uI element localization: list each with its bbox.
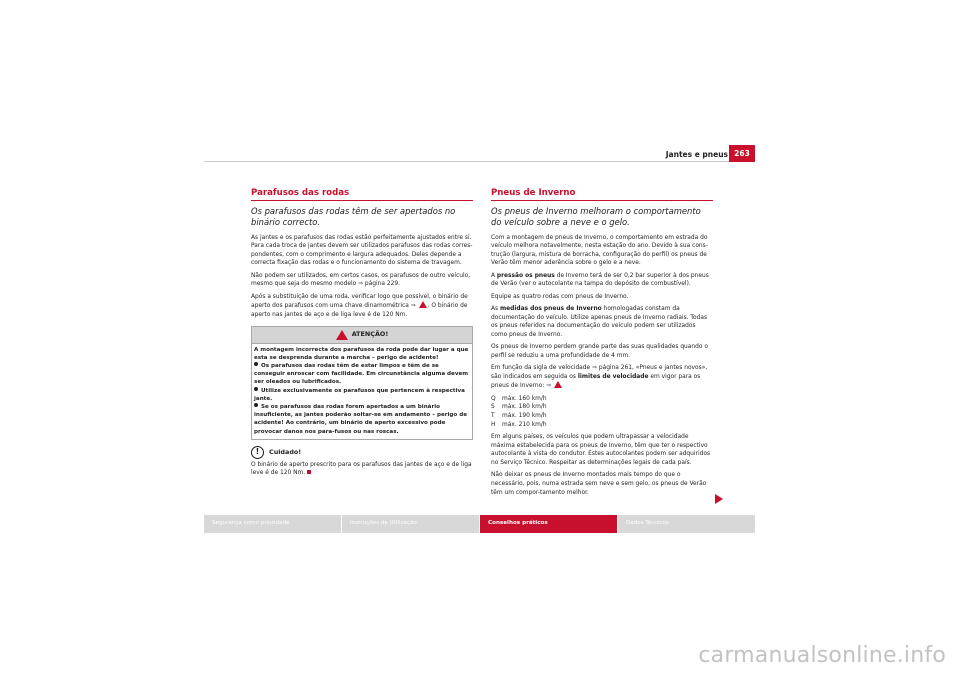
footer-tab-operating-instructions[interactable]: Instruções de Utilização xyxy=(342,515,480,533)
list-item: H máx. 210 km/h xyxy=(491,421,547,428)
warning-bullet: Utilize exclusivamente os parafusos que pertencem à respectiva jante. xyxy=(254,387,465,402)
warning-triangle-icon xyxy=(419,301,427,308)
warning-intro: A montagem incorrecta dos parafusos da roda pode dar lugar a que esta se desprenda durante a marcha – perigo de acidente! xyxy=(254,346,469,361)
footer-tab-safety[interactable]: Segurança como prioridade xyxy=(204,515,342,533)
warning-title: ATENÇÃO! xyxy=(351,330,389,339)
warning-box xyxy=(251,326,473,440)
paragraph: Não deixar os pneus de Inverno montados mais tempo do que o necessário, pois, numa estrada sem neve e sem gelo, os pneus de Verão têm um compor-tamento melhor. xyxy=(491,472,707,496)
list-item: T máx. 190 km/h xyxy=(491,413,547,420)
arrow-icon: ⇒ xyxy=(592,365,597,372)
section-subtitle-wheel-bolts: Os parafusos das rodas têm de ser apertados no binário correcto. xyxy=(251,205,456,227)
page-header-title: Jantes e pneus xyxy=(665,150,728,159)
warning-header xyxy=(252,327,472,344)
warning-bullet: Os parafusos das rodas têm de estar limpos e têm de se conseguir enroscar com facilidade. Em circunstância alguma devem ser oleados ou lubrificados. xyxy=(254,362,469,386)
continue-arrow-icon xyxy=(715,494,723,504)
section-subtitle-winter-tyres: Os pneus de Inverno melhoram o comportamento do veículo sobre a neve e o gelo. xyxy=(491,205,701,227)
paragraph: As jantes e os parafusos das rodas estão perfeitamente ajustados entre si. Para cada troca de jantes devem ser utilizados parafusos das rodas corres-pondentes, com o comprimento e largura adequados. Deles depende a correcta fixação das rodas e o funcionamento do sistema de travagem. xyxy=(251,234,473,267)
paragraph: A pressão os pneus de Inverno terá de ser 0,2 bar superior à dos pneus de Verão (ver o autocolante na tampa do depósito de combustível). xyxy=(491,272,709,288)
watermark: carmanualsonline.info xyxy=(698,643,946,668)
list-item: S máx. 180 km/h xyxy=(491,404,547,411)
bullet-icon xyxy=(254,362,258,366)
bullet-icon xyxy=(254,403,258,407)
caution-exclamation-icon: ! xyxy=(251,446,264,459)
caution-header xyxy=(251,446,473,459)
warning-bullet: Se os parafusos das rodas forem apertados a um binário insuficiente, as jantes poderão soltar-se em andamento – perigo de acidente! Ao contrário, um binário de aperto excessivo pode provocar danos nos para-fusos ou nas roscas. xyxy=(254,403,468,435)
paragraph: Em função da sigla de velocidade ⇒ página 261, «Pneus e jantes novos», são indicados em seguida os limites de velocidade em vigor para os pneus de Inverno: ⇒ xyxy=(491,365,708,390)
section-title-wheel-bolts: Parafusos das rodas xyxy=(251,189,473,201)
arrow-icon: ⇒ xyxy=(546,383,552,390)
paragraph: Com a montagem de pneus de Inverno, o comportamento em estrada do veículo melhora notavelmente, nesta estação do ano. Devido à sua cons-trução (largura, mistura de borracha, configuração do perfil) os pneus de Verão têm menor aderência sobre o gelo e a neve. xyxy=(491,234,708,267)
paragraph: Equipe as quatro rodas com pneus de Inverno. xyxy=(491,293,629,300)
speed-limit-list xyxy=(491,395,713,429)
section-title-winter-tyres: Pneus de Inverno xyxy=(491,189,713,201)
warning-triangle-icon xyxy=(554,381,562,388)
footer-tab-technical-data[interactable]: Dados Técnicos xyxy=(626,520,669,526)
paragraph: Após a substituição de uma roda, verificar logo que possível, o binário de aperto dos parafusos com uma chave dinamométrica ⇒ . O binário de aperto nas jantes de aço e de liga leve é de 120 Nm. xyxy=(251,293,468,318)
arrow-icon: ⇒ xyxy=(410,303,416,310)
caution-title: Cuidado! xyxy=(269,447,302,456)
right-column xyxy=(491,189,713,501)
paragraph: Os pneus de Inverno perdem grande parte das suas qualidades quando o perfil se reduziu a uma profundidade de 4 mm. xyxy=(491,344,708,359)
arrow-icon: ⇒ xyxy=(358,281,364,288)
footer-nav xyxy=(204,515,755,533)
paragraph: As medidas dos pneus de Inverno homologadas constam da documentação do veículo. Utilize apenas pneus de Inverno radiais. Todas os pneus referidos na documentação do veículo podem ser utilizados como pneus de Inverno. xyxy=(491,306,708,338)
page-link[interactable]: página 229. xyxy=(363,281,400,288)
footer-tab-practical-tips[interactable]: Conselhos práticos xyxy=(480,515,618,533)
end-marker-icon xyxy=(307,470,311,474)
paragraph: Não podem ser utilizados, em certos casos, os parafusos de outro veículo, mesmo que seja do mesmo modelo ⇒ página 229. xyxy=(251,272,471,288)
page-number: 263 xyxy=(729,145,755,162)
caution-text: O binário de aperto prescrito para os parafusos das jantes de aço e de liga leve é de 120 Nm. xyxy=(251,461,472,477)
warning-triangle-icon xyxy=(336,330,348,340)
list-item: Q máx. 160 km/h xyxy=(491,395,547,402)
warning-body xyxy=(252,344,472,439)
header-rule xyxy=(204,161,755,162)
bullet-icon xyxy=(254,387,258,391)
paragraph: Em alguns países, os veículos que podem ultrapassar a velocidade máxima estabelecida para os pneus de Inverno, têm que ter o respectivo autocolante à vista do condutor. Estes autocolantes podem ser adquiridos no Serviço Técnico. Respeitar as determinações legais de cada país. xyxy=(491,434,711,467)
left-column xyxy=(251,189,473,482)
